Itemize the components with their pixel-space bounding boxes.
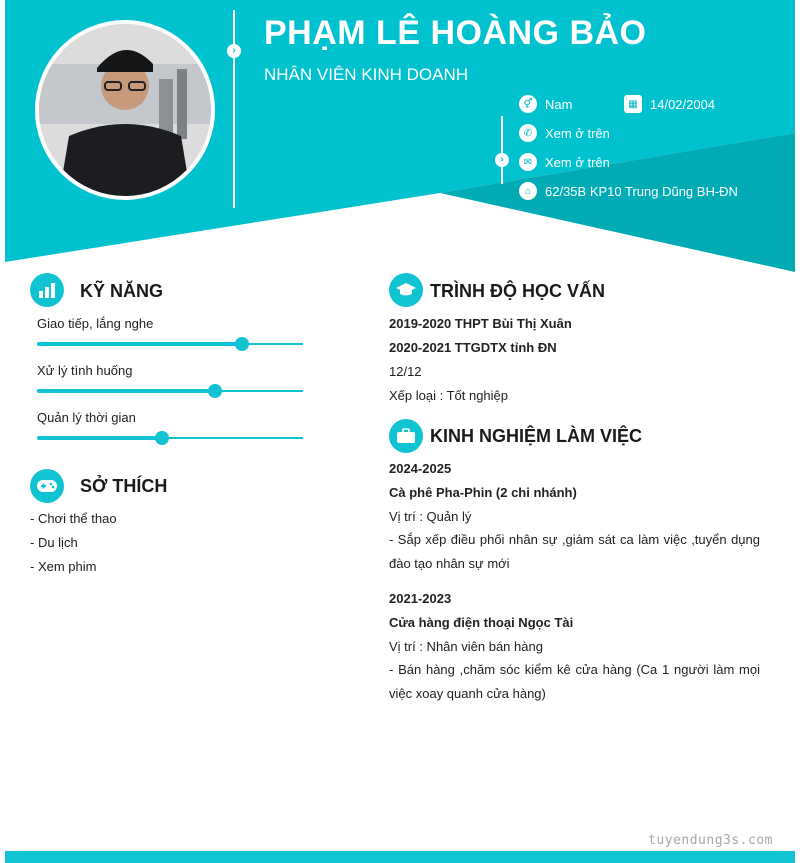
education-title: TRÌNH ĐỘ HỌC VẤN: [430, 281, 605, 301]
address-row: [519, 182, 738, 200]
job-period: 2021-2023: [389, 591, 452, 606]
watermark: tuyendung3s.com: [648, 833, 773, 848]
education-line: 2020-2021 TTGDTX tỉnh ĐN: [389, 340, 557, 355]
footer-bar: [5, 851, 795, 863]
job-description: - Bán hàng ,chăm sóc kiểm kê cửa hàng (Ca 1 người làm mọi việc xoay quanh cửa hàng): [389, 662, 760, 701]
profile-photo: [35, 20, 215, 200]
candidate-name: PHẠM LÊ HOÀNG BẢO: [264, 14, 647, 52]
birthday-row: [624, 95, 715, 113]
job-period: 2024-2025: [389, 461, 452, 476]
education-line: Xếp loại : Tốt nghiệp: [389, 388, 509, 403]
skill-bar-fill: [37, 436, 162, 440]
header-divider-line: [233, 10, 235, 208]
gender-value: Nam: [545, 96, 573, 112]
hobby-item: - Chơi thể thao: [30, 511, 117, 526]
calendar-icon: ▦: [624, 95, 642, 113]
email-value: Xem ở trên: [545, 154, 610, 170]
education-line: 12/12: [389, 364, 422, 379]
skills-title: KỸ NĂNG: [80, 281, 164, 301]
skill-bar-knob: [208, 384, 222, 398]
skill-label: Quản lý thời gian: [37, 410, 136, 425]
skill-bar-knob: [235, 337, 249, 351]
avatar: [39, 24, 211, 196]
job-company: Cà phê Pha-Phin (2 chi nhánh): [389, 485, 577, 500]
job-position: Vị trí : Quản lý: [389, 509, 472, 524]
hobby-item: - Xem phim: [30, 559, 97, 574]
gender-icon: ⚥: [519, 95, 537, 113]
hobbies-title: SỞ THÍCH: [80, 476, 168, 496]
gamepad-icon: [30, 469, 64, 503]
graduation-cap-icon: [389, 273, 423, 307]
phone-row: [519, 124, 610, 142]
home-icon: ⌂: [519, 182, 537, 200]
email-row: [519, 153, 610, 171]
address-value: 62/35B KP10 Trung Dũng BH-ĐN: [545, 183, 738, 199]
chevron-right-icon: ›: [227, 44, 241, 58]
skill-label: Giao tiếp, lắng nghe: [37, 316, 154, 331]
job-description: - Sắp xếp điều phối nhân sự ,giám sát ca làm việc ,tuyển dụng đào tạo nhân sự mới: [389, 532, 760, 571]
hobby-item: - Du lịch: [30, 535, 78, 550]
gender-row: [519, 95, 572, 113]
job-company: Cửa hàng điện thoại Ngọc Tài: [389, 615, 574, 630]
experience-title: KINH NGHIỆM LÀM VIỆC: [430, 426, 643, 446]
job-title: NHÂN VIÊN KINH DOANH: [264, 65, 469, 84]
skill-label: Xử lý tình huống: [37, 363, 133, 378]
mail-icon: ✉: [519, 153, 537, 171]
skill-bar-fill: [37, 342, 242, 346]
job-position: Vị trí : Nhân viên bán hàng: [389, 639, 543, 654]
chevron-right-icon: ›: [495, 153, 509, 167]
bar-chart-icon: [30, 273, 64, 307]
birthday-value: 14/02/2004: [650, 96, 716, 112]
info-divider-line: [501, 116, 503, 184]
skill-bar-knob: [155, 431, 169, 445]
briefcase-icon: [389, 419, 423, 453]
education-line: 2019-2020 THPT Bùi Thị Xuân: [389, 316, 572, 331]
phone-value: Xem ở trên: [545, 125, 610, 141]
phone-icon: ✆: [519, 124, 537, 142]
skill-bar-fill: [37, 389, 215, 393]
